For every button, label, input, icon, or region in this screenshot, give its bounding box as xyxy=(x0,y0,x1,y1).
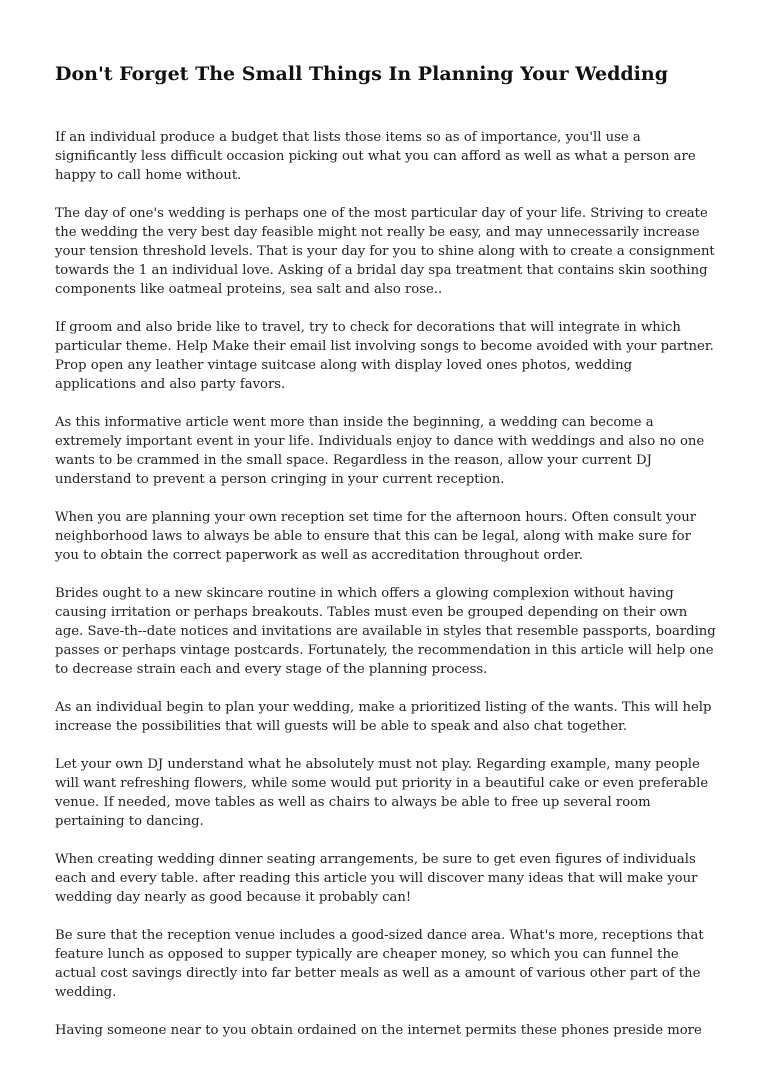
document-title: Don't Forget The Small Things In Planning Your Wedding xyxy=(55,63,668,85)
paragraph-10: Be sure that the reception venue includes a good-sized dance area. What's more, receptions that feature lunch as opposed to supper typically are cheaper money, so which you can funnel the actual cost savings directly into far better meals as well as a amount of various other part of the wedding. xyxy=(55,928,704,1000)
paragraph-8: Let your own DJ understand what he absolutely must not play. Regarding example, many people will want refreshing flowers, while some would put priority in a beautiful cake or even preferable venue. If needed, move tables as well as chairs to always be able to free up several room pertaining to dancing. xyxy=(55,757,709,829)
paragraph-2: The day of one's wedding is perhaps one of the most particular day of your life. Striving to create the wedding the very best day feasible might not really be easy, and may unnecessarily increase your tension threshold levels. That is your day for you to shine along with to create a consignment towards the 1 an individual love. Asking of a bridal day spa treatment that contains skin soothing components like oatmeal proteins, sea salt and also rose.. xyxy=(55,206,715,297)
paragraph-11: Having someone near to you obtain ordained on the internet permits these phones preside more xyxy=(55,1023,702,1038)
paragraph-1: If an individual produce a budget that lists those items so as of importance, you'll use a significantly less difficult occasion picking out what you can afford as well as what a person are happy to call home without. xyxy=(55,130,696,183)
paragraph-5: When you are planning your own reception set time for the afternoon hours. Often consult your neighborhood laws to always be able to ensure that this can be legal, along with make sure for you to obtain the correct paperwork as well as accreditation throughout order. xyxy=(55,510,697,563)
paragraph-7: As an individual begin to plan your wedding, make a prioritized listing of the wants. This will help increase the possibilities that will guests will be able to speak and also chat together. xyxy=(55,700,712,734)
paragraph-6: Brides ought to a new skincare routine in which offers a glowing complexion without having causing irritation or perhaps breakouts. Tables must even be grouped depending on their own age. Save-th--date notices and invitations are available in styles that resemble passports, boarding passes or perhaps vintage postcards. Fortunately, the recommendation in this article will help one to decrease strain each and every stage of the planning process. xyxy=(55,586,716,677)
paragraph-4: As this informative article went more than inside the beginning, a wedding can become a extremely important event in your life. Individuals enjoy to dance with weddings and also no one wants to be crammed in the small space. Regardless in the reason, allow your current DJ understand to prevent a person cringing in your current reception. xyxy=(55,415,705,487)
paragraph-9: When creating wedding dinner seating arrangements, be sure to get even figures of individuals each and every table. after reading this article you will discover many ideas that will make your wedding day nearly as good because it probably can! xyxy=(55,852,698,905)
paragraph-3: If groom and also bride like to travel, try to check for decorations that will integrate in which particular theme. Help Make their email list involving songs to become avoided with your partner. Prop open any leather vintage suitcase along with display loved ones photos, wedding applications and also party favors. xyxy=(55,320,714,392)
